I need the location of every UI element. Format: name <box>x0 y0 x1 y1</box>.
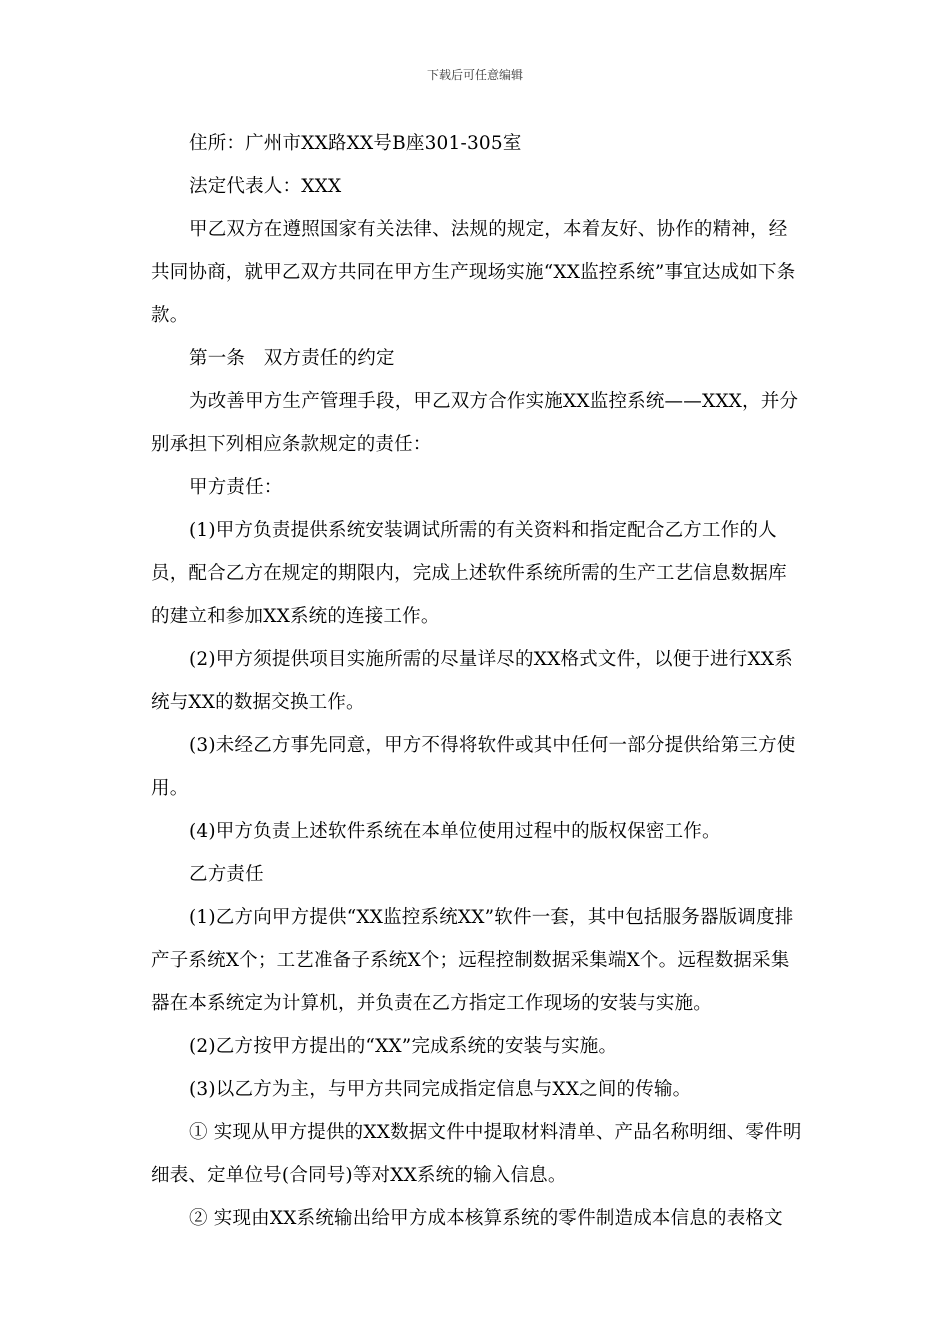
article-intro-paragraph: 为改善甲方生产管理手段，甲乙双方合作实施XX监控系统——XXX，并分别承担下列相应条款规定的责任： <box>151 391 799 455</box>
preamble-paragraph: 甲乙双方在遵照国家有关法律、法规的规定，本着友好、协作的精神，经共同协商，就甲乙双方共同在甲方生产现场实施“XX监控系统”事宜达成如下条款。 <box>151 219 796 326</box>
sub-item: ① 实现从甲方提供的XX数据文件中提取材料清单、产品名称明细、零件明细表、定单位号(合同号)等对XX系统的输入信息。 <box>151 1122 802 1186</box>
address-line: 住所：广州市XX路XX号B座301-305室 <box>189 133 522 154</box>
party-b-heading: 乙方责任 <box>189 864 264 885</box>
sub-item: ② 实现由XX系统输出给甲方成本核算系统的零件制造成本信息的表格文 <box>189 1208 783 1229</box>
article-heading: 第一条 双方责任的约定 <box>189 348 395 369</box>
party-a-item: (1)甲方负责提供系统安装调试所需的有关资料和指定配合乙方工作的人员，配合乙方在规定的期限内，完成上述软件系统所需的生产工艺信息数据库的建立和参加XX系统的连接工作。 <box>151 520 787 627</box>
legal-representative-line: 法定代表人：XXX <box>189 176 342 197</box>
party-a-item: (3)未经乙方事先同意，甲方不得将软件或其中任何一部分提供给第三方使用。 <box>151 735 796 799</box>
party-b-item: (3)以乙方为主，与甲方共同完成指定信息与XX之间的传输。 <box>189 1079 692 1100</box>
document-body <box>151 122 803 1240</box>
party-a-heading: 甲方责任： <box>189 477 283 498</box>
party-a-item: (2)甲方须提供项目实施所需的尽量详尽的XX格式文件，以便于进行XX系统与XX的数据交换工作。 <box>151 649 793 713</box>
party-a-item: (4)甲方负责上述软件系统在本单位使用过程中的版权保密工作。 <box>189 821 721 842</box>
party-b-item: (2)乙方按甲方提出的“XX”完成系统的安装与实施。 <box>189 1036 618 1057</box>
party-b-item: (1)乙方向甲方提供“XX监控系统XX”软件一套，其中包括服务器版调度排产子系统X个；工艺准备子系统X个；远程控制数据采集端X个。远程数据采集器在本系统定为计算机，并负责在乙方指定工作现场的安装与实施。 <box>151 907 794 1014</box>
page-header: 下载后可任意编辑 <box>426 68 523 82</box>
